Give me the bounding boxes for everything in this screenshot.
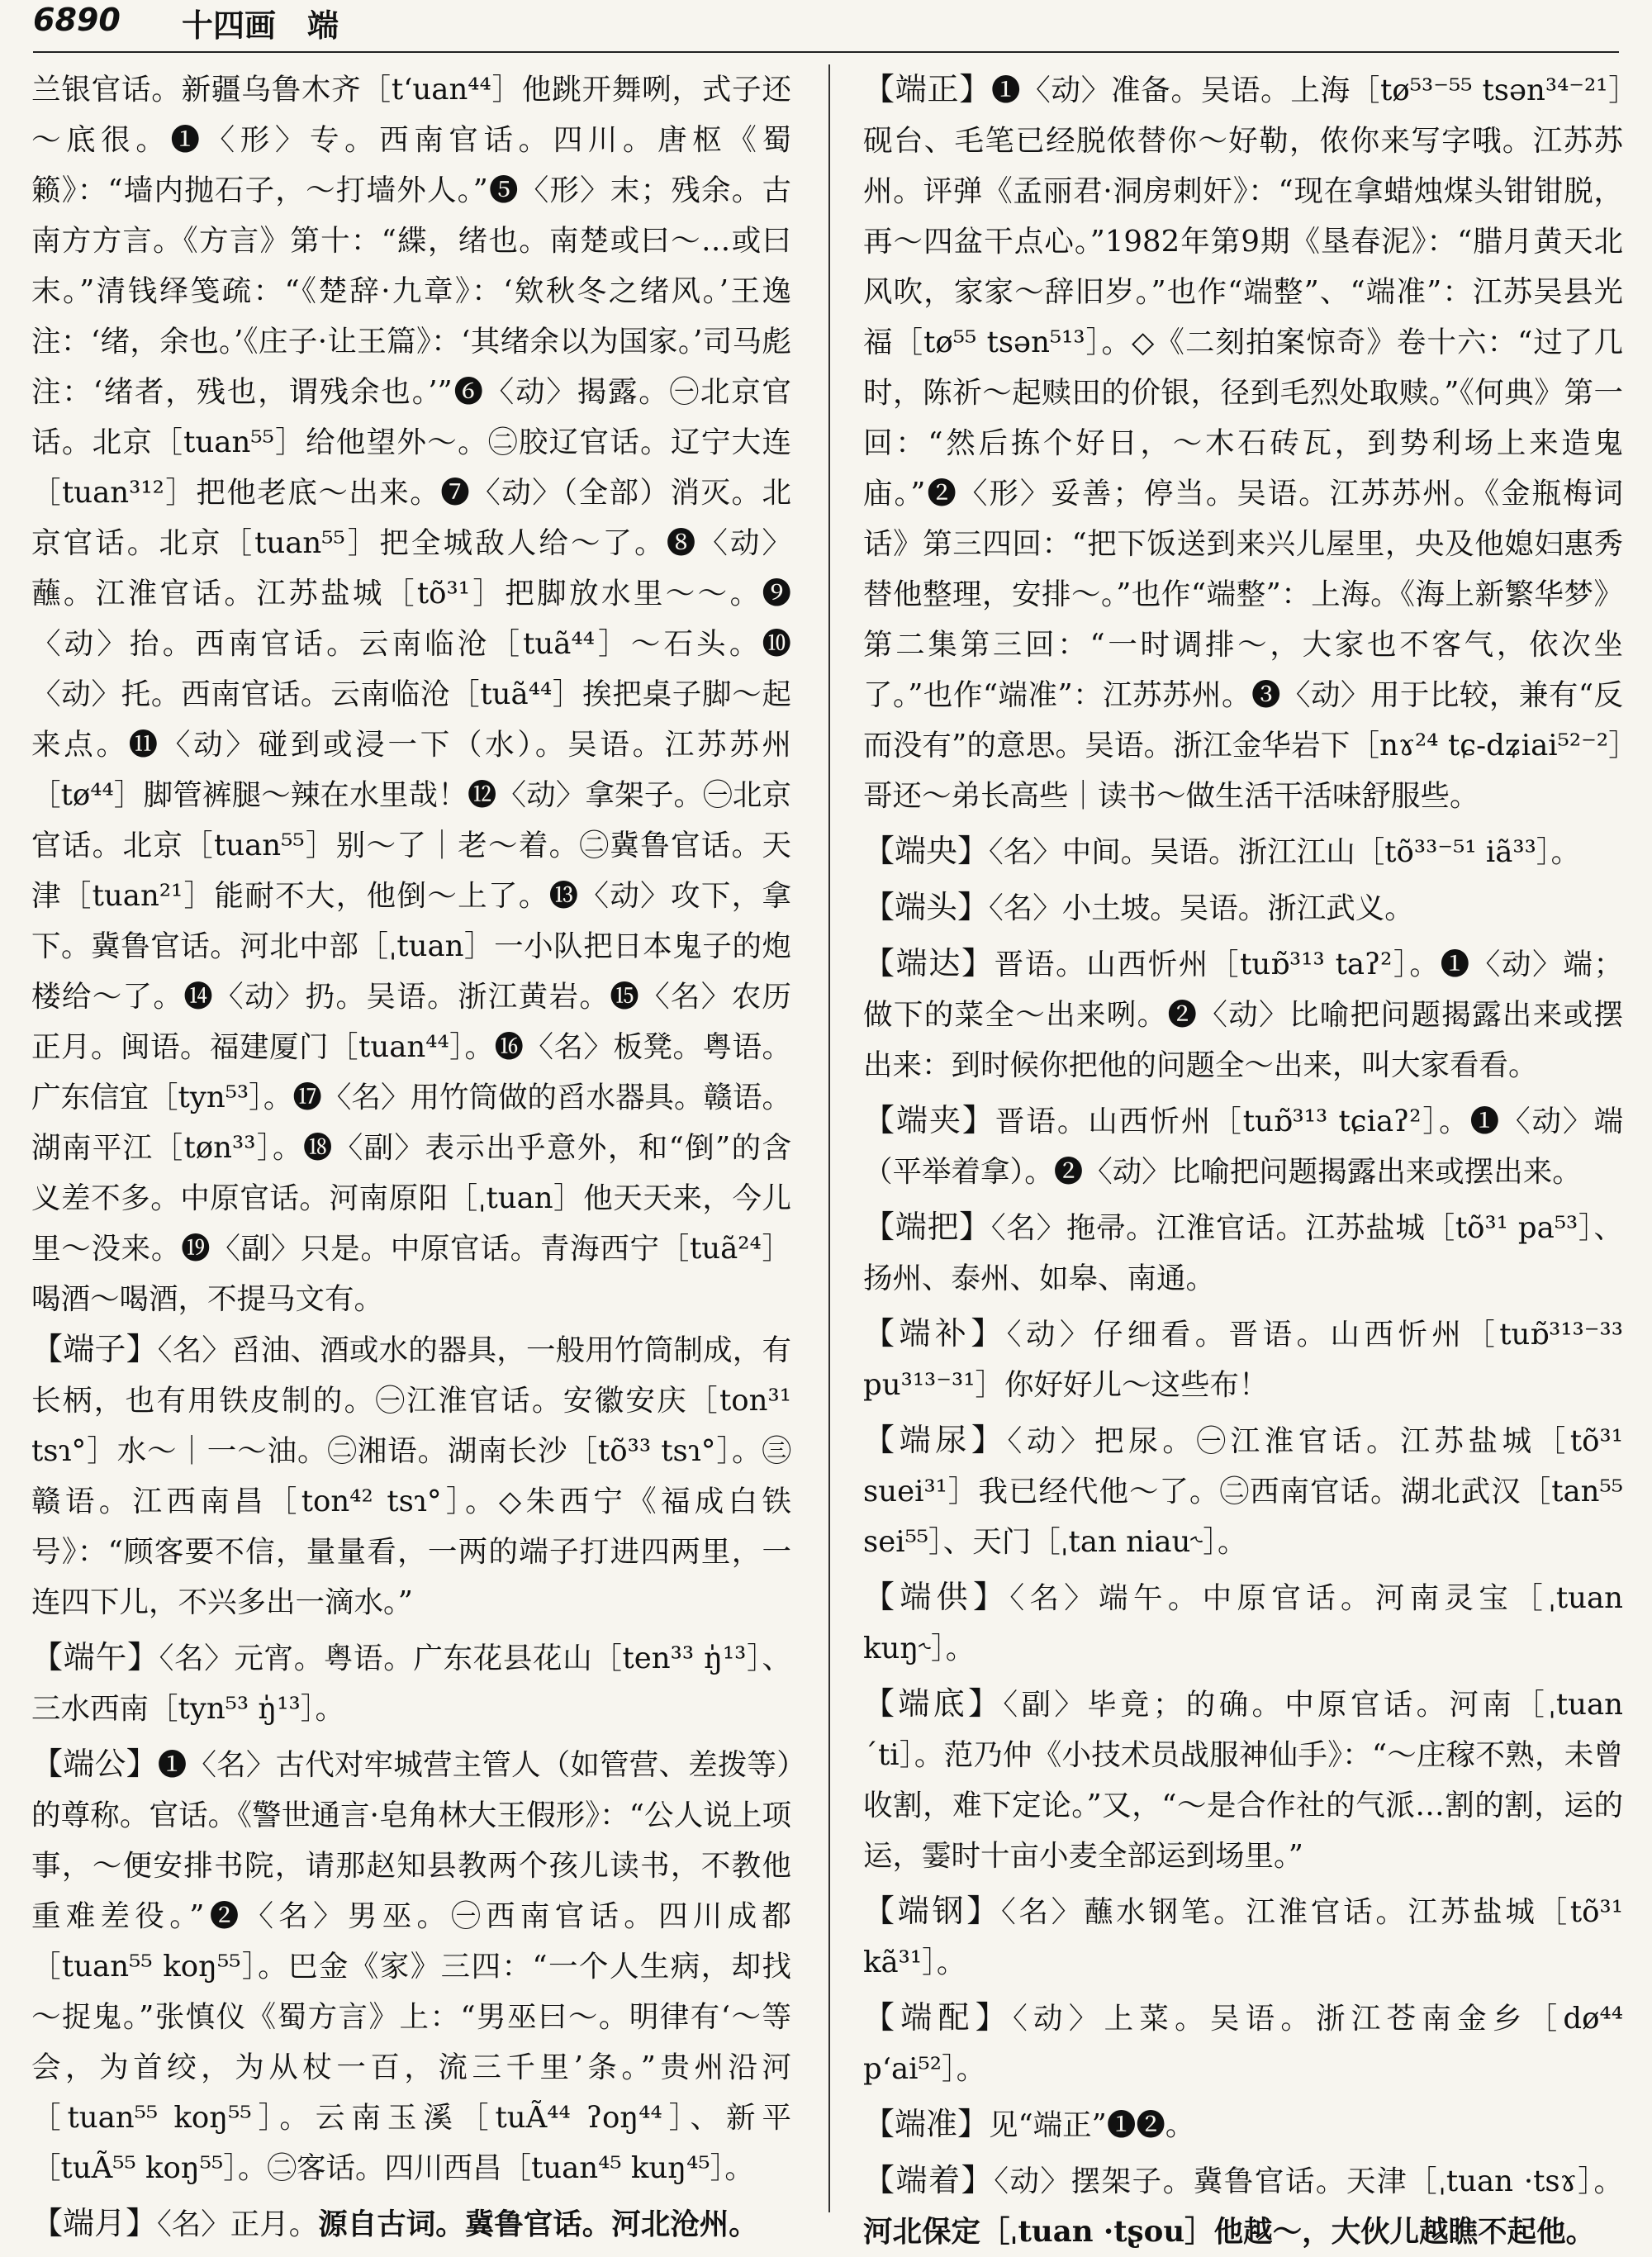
entry-definition: 〈名〉拖帚。江淮官话。江苏盐城［tõ³¹ pa⁵³］、扬州、泰州、如皋、南通。: [863, 1211, 1623, 1295]
entry-headword: 【端供】: [863, 1579, 1010, 1615]
entry-definition: 〈副〉毕竟；的确。中原官话。河南［ˌtuan ˊti］。范乃仲《小技术员战服神仙手》：“～庄稼不熟，未曾收割，难下定论。”又，“～是合作社的气派…割的割，运的运，霎时十亩小麦全部运到场里。”: [863, 1688, 1623, 1873]
dictionary-entry: [863, 882, 1623, 934]
entry-headword: 【端把】: [863, 1209, 991, 1245]
entry-definition: 〈名〉中间。吴语。浙江江山［tõ³³⁻⁵¹ iã³³］。: [989, 835, 1581, 869]
dictionary-entry: [863, 1415, 1623, 1567]
entry-headword: 【端配】: [863, 1999, 1014, 2036]
entry-definition: 〈名〉端午。中原官话。河南灵宝［ˌtuan kuŋ˞］。: [863, 1581, 1623, 1665]
entry-definition: 〈名〉蘸水钢笔。江淮官话。江苏盐城［tõ³¹ kã³¹］。: [863, 1895, 1623, 1979]
dictionary-entry: [863, 1202, 1623, 1304]
entry-definition: ❶〈名〉古代对牢城营主管人（如管营、差拨等）的尊称。官话。《警世通言·皂角林大王假形》：“公人说上项事，～便安排书院，请那赵知县教两个孩儿读书，不教他重难差役。”❷〈名〉男巫。㊀西南官话。四川成都［tuan⁵⁵ koŋ⁵⁵］。巴金《家》三四：“一个人生病，却找～捉鬼。”张慎仪《蜀方言》上：“男巫曰～。明律有‘～等会，为首绞，为从杖一百，流三千里’条。”贵州沿河［tuan⁵⁵ koŋ⁵⁵］。云南玉溪［tuÃ⁴⁴ ʔoŋ⁴⁴］、新平［tuÃ⁵⁵ koŋ⁵⁵］。㊁客话。四川西昌［tuan⁴⁵ kuŋ⁴⁵］。: [31, 1748, 791, 2185]
entry-headword: 【端月】: [31, 2205, 158, 2241]
column-divider: [828, 64, 830, 2212]
dictionary-entry: [863, 826, 1623, 877]
continued-entry-text: 兰银官话。新疆乌鲁木齐［tʻuan⁴⁴］他跳开舞咧，式子还～底很。❶〈形〉专。西南官话。四川。唐枢《蜀籁》：“墙内抛石子，～打墙外人。”❺〈形〉末；残余。古南方方言。《方言》第十：“緤，绪也。南楚或曰～…或曰末。”清钱绎笺疏：“《楚辞·九章》：‘欸秋冬之绪风。’王逸注：‘绪，余也。’《庄子·让王篇》：‘其绪余以为国家。’司马彪注：‘绪者，残也，谓残余也。’”❻〈动〉揭露。㊀北京官话。北京［tuan⁵⁵］给他望外～。㊁胶辽官话。辽宁大连［tuan³¹²］把他老底～出来。❼〈动〉（全部）消灭。北京官话。北京［tuan⁵⁵］把全城敌人给～了。❽〈动〉蘸。江淮官话。江苏盐城［tõ³¹］把脚放水里～～。❾〈动〉抬。西南官话。云南临沧［tuã⁴⁴］～石头。❿〈动〉托。西南官话。云南临沧［tuã⁴⁴］挨把桌子脚～起来点。⓫〈动〉碰到或浸一下（水）。吴语。江苏苏州［tø⁴⁴］脚管裤腿～辣在水里哉！⓬〈动〉拿架子。㊀北京官话。北京［tuan⁵⁵］别～了｜老～着。㊁冀鲁官话。天津［tuan²¹］能耐不大，他倒～上了。⓭〈动〉攻下，拿下。冀鲁官话。河北中部［ˌtuan］一小队把日本鬼子的炮楼给～了。⓮〈动〉扔。吴语。浙江黄岩。⓯〈名〉农历正月。闽语。福建厦门［tuan⁴⁴］。⓰〈名〉板凳。粤语。广东信宜［tyn⁵³］。⓱〈名〉用竹筒做的舀水器具。赣语。湖南平江［tøn³³］。⓲〈副〉表示出乎意外，和“倒”的含义差不多。中原官话。河南原阳［ˌtuan］他天天来，今儿里～没来。⓳〈副〉只是。中原官话。青海西宁［tuã²⁴］喝酒～喝酒，不提马文有。: [31, 73, 791, 1316]
dictionary-entry: [863, 64, 1623, 821]
entry-definition: 〈动〉仔细看。晋语。山西忻州［tuɒ̃³¹³⁻³³ pu³¹³⁻³¹］你好好儿～这些布！: [863, 1318, 1623, 1402]
entry-definition: 〈名〉舀油、酒或水的器具，一般用竹筒制成，有长柄，也有用铁皮制的。㊀江淮官话。安徽安庆［ton³¹ tsɿ°］水～｜一～油。㊁湘语。湖南长沙［tõ³³ tsɿ°］。㊂赣语。江西南昌［ton⁴² tsɿ°］。◇朱西宁《福成白铁号》：“顾客要不信，量量看，一两的端子打进四两里，一连四下儿，不兴多出一滴水。”: [31, 1333, 791, 1619]
entry-headword: 【端底】: [863, 1685, 1004, 1722]
entry-definition: 〈动〉摆架子。冀鲁官话。天津［ˌtuan ·tsɤ］。: [994, 2164, 1623, 2198]
section-title: 十四画 端: [182, 7, 339, 44]
entry-headword: 【端公】: [31, 1746, 158, 1782]
dictionary-entry: [31, 1632, 791, 1734]
entry-headword: 【端头】: [863, 889, 990, 925]
entry-headword: 【端准】: [863, 2106, 990, 2142]
entry-headword: 【端尿】: [863, 1422, 1008, 1458]
dictionary-entry: [863, 938, 1623, 1090]
dictionary-entry: [863, 1309, 1623, 1410]
entry-headword: 【端着】: [863, 2162, 995, 2198]
dictionary-entry: [863, 1993, 1623, 2094]
dictionary-entry: [863, 2155, 1623, 2257]
entry-definition: 〈动〉把尿。㊀江淮官话。江苏盐城［tõ³¹ suei³¹］我已经代他～了。㊁西南官话。湖北武汉［tan⁵⁵ sei⁵⁵］、天门［ˌtan niau˞］。: [863, 1424, 1623, 1559]
dictionary-entry: [31, 1739, 791, 2193]
left-column: [31, 64, 791, 2241]
entry-headword: 【端子】: [31, 1331, 158, 1367]
page-header: [33, 0, 1619, 53]
dictionary-entry: [31, 1324, 791, 1627]
entry-definition: ❶〈动〉准备。吴语。上海［tø⁵³⁻⁵⁵ tsən³⁴⁻²¹］砚台、毛笔已经脱侬替你～好勒，侬你来写字哦。江苏苏州。评弹《孟丽君·洞房刺奸》：“现在拿蜡烛煤头钳钳脱，再～四盆干点心。”1982年第9期《垦春泥》：“腊月黄天北风吹，家家～辞旧岁。”也作“端整”、“端准”：江苏吴县光福［tø⁵⁵ tsən⁵¹³］。◇《二刻拍案惊奇》卷十六：“过了几时，陈祈～起赎田的价银，径到毛烈处取赎。”《何典》第一回：“然后拣个好日，～木石砖瓦，到势利场上来造鬼庙。”❷〈形〉妥善；停当。吴语。江苏苏州。《金瓶梅词话》第三四回：“把下饭送到来兴儿屋里，央及他媳妇惠秀替他整理，安排～。”也作“端整”：上海。《海上新繁华梦》第二集第三回：“一时调排～，大家也不客气，依次坐了。”也作“端准”：江苏苏州。❸〈动〉用于比较，兼有“反而没有”的意思。吴语。浙江金华岩下［nɤ²⁴ tɕ-dʑiai⁵²⁻²］哥还～弟长高些｜读书～做生活干活味舒服些。: [863, 74, 1623, 813]
entry-headword: 【端午】: [31, 1639, 159, 1675]
entry-headword: 【端夹】: [863, 1102, 995, 1138]
dictionary-entry: [863, 1886, 1623, 1988]
entry-definition-bold: 河北保定［ˌtuan ·tʂou］他越～，大伙儿越瞧不起他。: [863, 2215, 1596, 2249]
page-number: 6890: [33, 2, 121, 38]
entry-definition-bold: 源自古词。冀鲁官话。河北沧州。: [318, 2207, 758, 2241]
entry-headword: 【端正】: [863, 71, 991, 107]
dictionary-entry: [863, 1572, 1623, 1674]
entry-definition: 见“端正”❶❷。: [989, 2108, 1195, 2142]
dictionary-entry: [863, 1095, 1623, 1197]
entry-headword: 【端央】: [863, 833, 990, 869]
entry-definition: 〈名〉元宵。粤语。广东花县花山［ten³³ ŋ̍¹³］、三水西南［tyn⁵³ ŋ̍¹³］。: [31, 1642, 791, 1726]
entry-definition: 〈名〉正月。: [157, 2207, 319, 2241]
entry-definition: 晋语。山西忻州［tuɒ̃³¹³ tɕiaʔ²］。❶〈动〉端（平举着拿）。❷〈动〉比喻把问题揭露出来或摆出来。: [863, 1105, 1623, 1189]
entry-definition: 〈名〉小土坡。吴语。浙江武义。: [989, 891, 1414, 925]
dictionary-entry: [863, 1679, 1623, 1881]
entry-headword: 【端钢】: [863, 1893, 1002, 1929]
entry-headword: 【端达】: [863, 945, 995, 981]
right-column: [863, 64, 1623, 2249]
entry-headword: 【端补】: [863, 1315, 1007, 1352]
dictionary-entry: [31, 2198, 791, 2250]
entry-definition: 晋语。山西忻州［tuɒ̃³¹³ taʔ²］。❶〈动〉端；做下的菜全～出来咧。❷〈动〉比喻把问题揭露出来或摆出来：到时候你把他的问题全～出来，叫大家看看。: [863, 948, 1623, 1082]
dictionary-entry: [863, 2099, 1623, 2150]
entry-definition: 〈动〉上菜。吴语。浙江苍南金乡［dø⁴⁴ pʻai⁵²］。: [863, 2002, 1623, 2086]
